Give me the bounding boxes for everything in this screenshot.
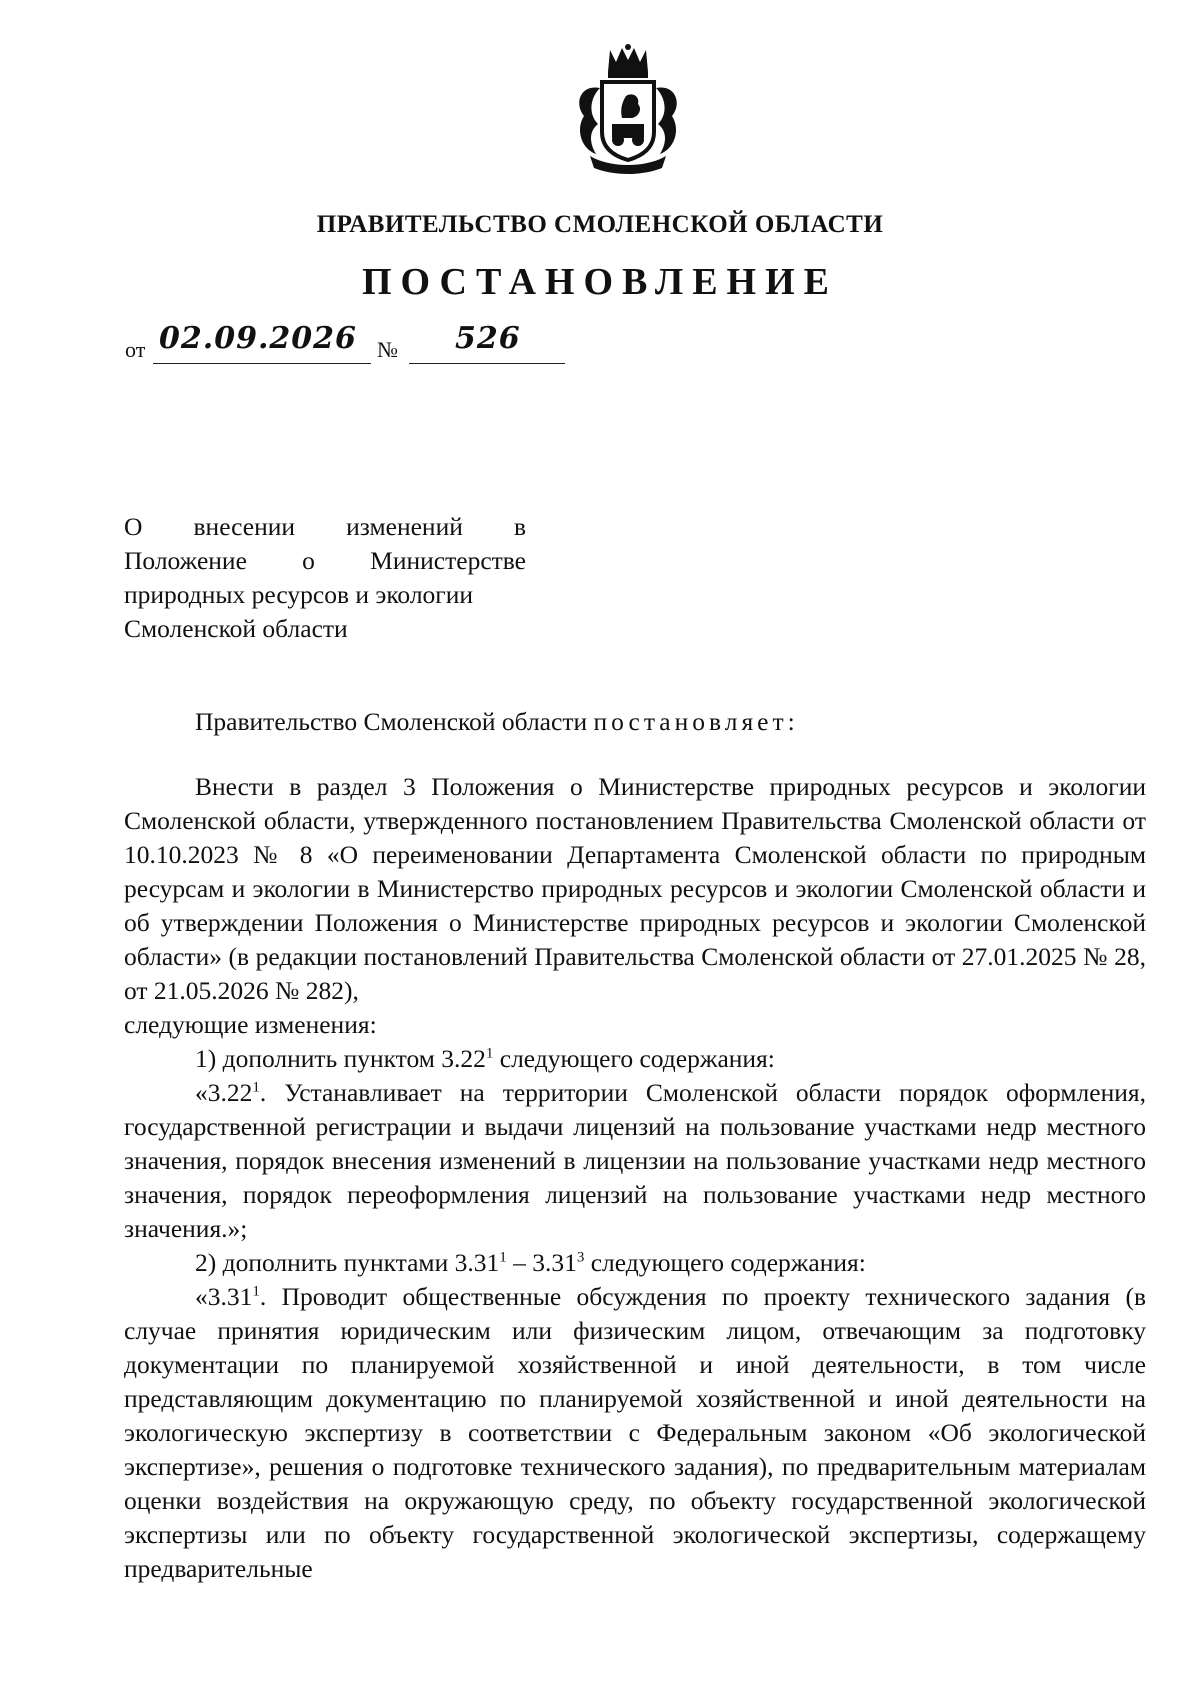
paragraph-3-31-1: «3.31$^1$. Проводит общественные обсуждения по проекту технического задания (в случае принятия юридическим или физическим лицом, отвечающим за подготовку документации по планируемой хозяйственной и иной деятельности, в том числе представляющим документацию по планируемой хозяйственной и иной деятельности на экологическую экспертизу в соответствии с Федеральным законом «Об экологической экспертизе», решения о подготовке технического задания), по предварительным материалам оценки воздействия на окружающую среду, по объекту государственной экологической экспертизы или по объекту государственной экологической экспертизы, содержащему предварительные [124, 1282, 1146, 1583]
document-subject [124, 510, 526, 646]
paragraph-3-22-1: «3.22$^1$. Устанавливает на территории Смоленской области порядок оформления, государственной регистрации и выдачи лицензий на пользование участками недр местного значения, порядок внесения изменений в лицензии на пользование участками недр местного значения, порядок переоформления лицензий на пользование участками недр местного значения.»; [124, 1078, 1146, 1243]
number-prefix: № [377, 337, 398, 362]
subject-line: О внесении изменений в [124, 512, 526, 541]
smolensk-coat-of-arms-icon [570, 44, 686, 178]
subject-line: природных ресурсов и экологии [124, 580, 474, 609]
subject-line: Смоленской области [124, 614, 348, 643]
date-number-line [125, 321, 565, 367]
decree-formula: Правительство Смоленской области постановляет: [195, 707, 799, 736]
paragraph-intro: Внести в раздел 3 Положения о Министерстве природных ресурсов и экологии Смоленской области, утвержденного постановлением Правительства Смоленской области от 10.10.2023 № 8 «О переименовании Департамента Смоленской области по природным ресурсам и экологии в Министерство природных ресурсов и экологии Смоленской области и об утверждении Положения о Министерстве природных ресурсов и экологии Смоленской области» (в редакции постановлений Правительства Смоленской области от 27.01.2025 № 28, от 21.05.2026 № 282), следующие изменения: [124, 772, 1146, 1039]
decree-word: постановляет: [593, 707, 799, 736]
handwritten-number: 526 [455, 321, 521, 356]
date-prefix: от [125, 337, 146, 362]
list-item-2: 2) дополнить пунктами 3.31$^1$ – 3.31$^3$ следующего содержания: [195, 1248, 866, 1277]
document-body [124, 705, 1146, 1586]
list-item-1: 1) дополнить пунктом 3.22$^1$ следующего содержания: [195, 1044, 775, 1073]
handwritten-date: 02.09.2026 [159, 321, 357, 356]
subject-line: Положение о Министерстве [124, 546, 526, 575]
document-type-title: ПОСТАНОВЛЕНИЕ [361, 261, 839, 303]
organization-name: ПРАВИТЕЛЬСТВО СМОЛЕНСКОЙ ОБЛАСТИ [316, 211, 884, 238]
